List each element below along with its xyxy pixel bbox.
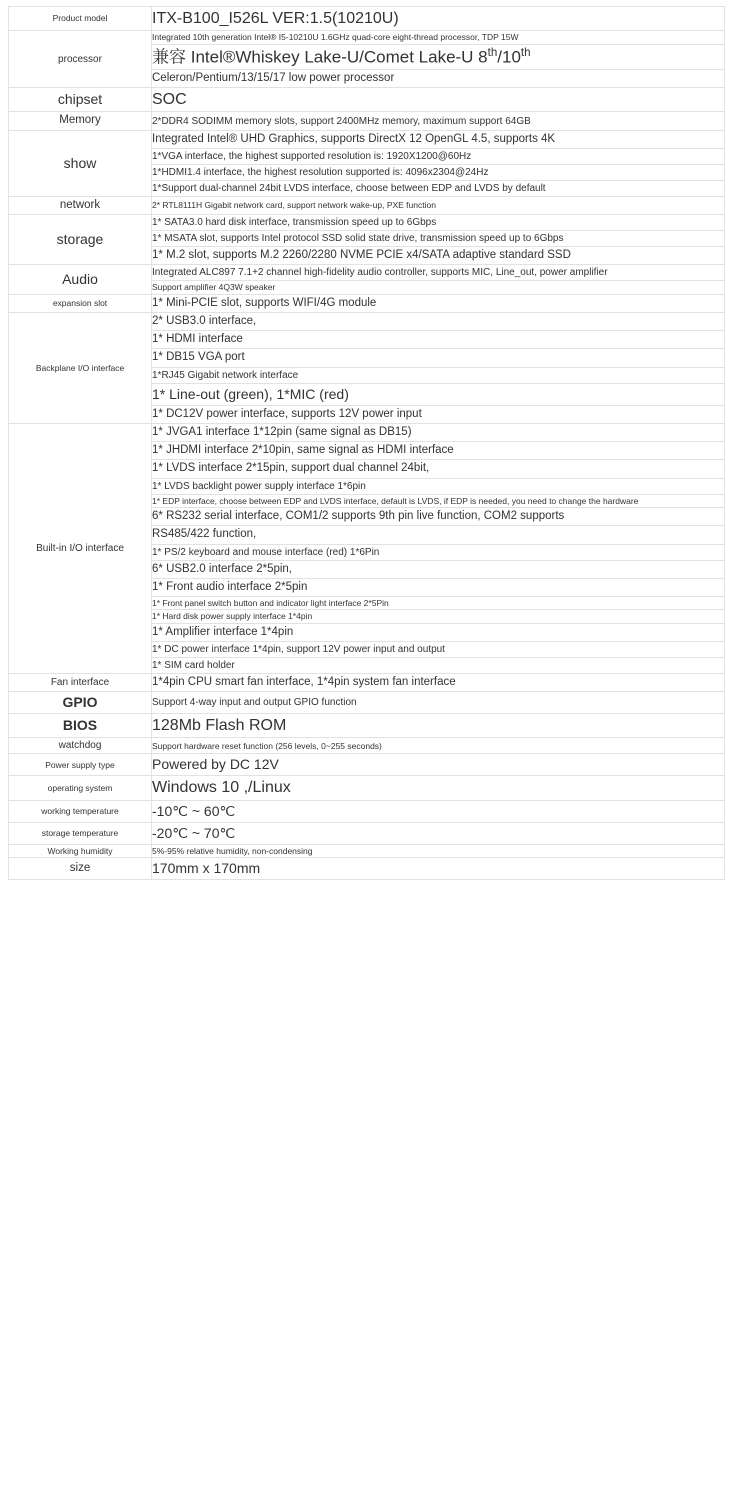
table-row bbox=[9, 822, 725, 844]
table-row bbox=[9, 88, 725, 112]
spec-value-text: 1* M.2 slot, supports M.2 2260/2280 NVME PCIE x4/SATA adaptive standard SSD bbox=[152, 249, 571, 262]
specification-table bbox=[8, 6, 725, 880]
spec-value-cell bbox=[152, 844, 725, 857]
spec-value-cell bbox=[152, 578, 725, 596]
spec-value-cell bbox=[152, 231, 725, 247]
spec-value-text: 1* Amplifier interface 1*4pin bbox=[152, 625, 294, 638]
spec-value-text: 1* PS/2 keyboard and mouse interface (red) 1*6Pin bbox=[152, 546, 380, 558]
spec-label-cell bbox=[9, 265, 152, 294]
table-row bbox=[9, 31, 725, 44]
spec-label-text: processor bbox=[58, 53, 102, 65]
spec-value-cell bbox=[152, 610, 725, 623]
spec-value-text: 6* RS232 serial interface, COM1/2 supports 9th pin live function, COM2 supports bbox=[152, 510, 565, 523]
table-row bbox=[9, 130, 725, 148]
spec-value-text: Integrated 10th generation Intel® I5-10210U 1.6GHz quad-core eight-thread processor, TDP 15W bbox=[152, 32, 519, 43]
spec-value-text: RS485/422 function, bbox=[152, 528, 257, 541]
spec-value-cell bbox=[152, 597, 725, 610]
spec-label-cell bbox=[9, 294, 152, 312]
spec-value-text: 1* DB15 VGA port bbox=[152, 351, 245, 364]
spec-label-text: watchdog bbox=[58, 740, 102, 752]
spec-label-text: Audio bbox=[62, 271, 98, 288]
spec-value-cell bbox=[152, 738, 725, 754]
spec-label-cell bbox=[9, 196, 152, 214]
spec-label-cell bbox=[9, 130, 152, 196]
spec-value-text: 1* Front audio interface 2*5pin bbox=[152, 580, 308, 593]
spec-label-cell bbox=[9, 776, 152, 800]
spec-value-text: 6* USB2.0 interface 2*5pin, bbox=[152, 562, 293, 575]
spec-label-text: network bbox=[59, 198, 101, 211]
spec-value-cell bbox=[152, 196, 725, 214]
spec-value-text: 1* LVDS interface 2*15pin, support dual channel 24bit, bbox=[152, 462, 430, 475]
spec-value-cell bbox=[152, 692, 725, 714]
spec-label-text: storage temperature bbox=[41, 827, 119, 838]
spec-value-cell bbox=[152, 526, 725, 544]
spec-value-cell bbox=[152, 281, 725, 294]
spec-value-text: Integrated Intel® UHD Graphics, supports DirectX 12 OpenGL 4.5, supports 4K bbox=[152, 132, 556, 145]
spec-label-text: size bbox=[69, 861, 91, 874]
spec-label-text: BIOS bbox=[62, 717, 98, 734]
spec-label-text: Working humidity bbox=[47, 845, 113, 856]
spec-value-cell bbox=[152, 44, 725, 69]
spec-label-text: Backplane I/O interface bbox=[35, 362, 125, 373]
spec-value-text: 1* LVDS backlight power supply interface 1*6pin bbox=[152, 480, 366, 492]
spec-label-cell bbox=[9, 312, 152, 423]
spec-label-cell bbox=[9, 215, 152, 265]
spec-value-text: ITX-B100_I526L VER:1.5(10210U) bbox=[152, 10, 399, 27]
spec-value-cell bbox=[152, 31, 725, 44]
spec-value-text: 170mm x 170mm bbox=[152, 859, 261, 876]
spec-value-text: 1* MSATA slot, supports Intel protocol SSD solid state drive, transmission speed up to 6Gbps bbox=[152, 233, 564, 245]
table-row bbox=[9, 857, 725, 879]
spec-value-cell bbox=[152, 130, 725, 148]
spec-label-cell bbox=[9, 112, 152, 130]
spec-value-text: 1* DC power interface 1*4pin, support 12V power input and output bbox=[152, 643, 445, 655]
spec-value-cell bbox=[152, 331, 725, 349]
spec-value-cell bbox=[152, 800, 725, 822]
table-row bbox=[9, 112, 725, 130]
spec-value-cell bbox=[152, 7, 725, 31]
spec-value-cell bbox=[152, 623, 725, 641]
table-row bbox=[9, 423, 725, 441]
table-row bbox=[9, 800, 725, 822]
spec-value-text: 1* Hard disk power supply interface 1*4pin bbox=[152, 611, 313, 622]
spec-label-text: Power supply type bbox=[45, 759, 115, 770]
spec-value-cell bbox=[152, 423, 725, 441]
spec-label-cell bbox=[9, 822, 152, 844]
spec-value-text: 1*Support dual-channel 24bit LVDS interface, choose between EDP and LVDS by default bbox=[152, 182, 546, 194]
spec-value-cell bbox=[152, 294, 725, 312]
spec-value-cell bbox=[152, 714, 725, 738]
spec-label-cell bbox=[9, 714, 152, 738]
spec-value-cell bbox=[152, 857, 725, 879]
spec-value-text: 1* Front panel switch button and indicator light interface 2*5Pin bbox=[152, 598, 389, 609]
spec-value-cell bbox=[152, 247, 725, 265]
spec-value-text: Support hardware reset function (256 levels, 0~255 seconds) bbox=[152, 740, 382, 751]
spec-value-cell bbox=[152, 442, 725, 460]
table-row bbox=[9, 673, 725, 691]
spec-value-cell bbox=[152, 69, 725, 87]
table-row bbox=[9, 265, 725, 281]
specification-table-body bbox=[9, 7, 725, 880]
spec-value-cell bbox=[152, 405, 725, 423]
spec-value-text: 1* JVGA1 interface 1*12pin (same signal as DB15) bbox=[152, 425, 412, 438]
table-row bbox=[9, 714, 725, 738]
spec-value-cell bbox=[152, 180, 725, 196]
table-row bbox=[9, 294, 725, 312]
spec-label-text: expansion slot bbox=[52, 298, 108, 309]
spec-value-text: -10℃ ~ 60℃ bbox=[152, 802, 236, 819]
spec-value-cell bbox=[152, 508, 725, 526]
spec-value-text: 5%-95% relative humidity, non-condensing bbox=[152, 845, 313, 856]
spec-label-text: working temperature bbox=[41, 805, 119, 816]
spec-label-cell bbox=[9, 692, 152, 714]
spec-value-cell bbox=[152, 112, 725, 130]
spec-value-text: SOC bbox=[152, 91, 187, 109]
spec-value-text: 1* EDP interface, choose between EDP and LVDS interface, default is LVDS, if EDP is needed, you need to change the hardware bbox=[152, 495, 639, 506]
spec-value-text: 1* HDMI interface bbox=[152, 333, 243, 346]
spec-label-text: Product model bbox=[52, 13, 108, 24]
spec-value-cell bbox=[152, 460, 725, 478]
spec-value-text: 128Mb Flash ROM bbox=[152, 717, 287, 735]
spec-value-text: Windows 10 ,/Linux bbox=[152, 779, 291, 797]
table-row bbox=[9, 215, 725, 231]
table-row bbox=[9, 754, 725, 776]
table-row bbox=[9, 692, 725, 714]
spec-label-cell bbox=[9, 754, 152, 776]
spec-label-text: Fan interface bbox=[50, 677, 110, 689]
spec-value-cell bbox=[152, 641, 725, 657]
spec-label-text: Memory bbox=[59, 114, 101, 127]
spec-value-cell bbox=[152, 776, 725, 800]
spec-value-text: 1* DC12V power interface, supports 12V power input bbox=[152, 407, 422, 420]
spec-label-cell bbox=[9, 857, 152, 879]
spec-label-cell bbox=[9, 88, 152, 112]
spec-label-text: storage bbox=[56, 231, 104, 248]
spec-value-cell bbox=[152, 544, 725, 560]
spec-label-cell bbox=[9, 738, 152, 754]
table-row bbox=[9, 7, 725, 31]
spec-value-cell bbox=[152, 265, 725, 281]
spec-label-cell bbox=[9, 800, 152, 822]
spec-value-text: 1*VGA interface, the highest supported resolution is: 1920X1200@60Hz bbox=[152, 150, 472, 162]
spec-value-cell bbox=[152, 164, 725, 180]
spec-value-text: 2* RTL8111H Gigabit network card, support network wake-up, PXE function bbox=[152, 200, 436, 211]
table-row bbox=[9, 776, 725, 800]
spec-label-text: Built-in I/O interface bbox=[36, 542, 124, 554]
spec-label-text: show bbox=[63, 154, 97, 171]
spec-label-text: GPIO bbox=[62, 694, 98, 711]
spec-value-cell bbox=[152, 754, 725, 776]
spec-value-cell bbox=[152, 312, 725, 330]
spec-label-cell bbox=[9, 673, 152, 691]
spec-label-cell bbox=[9, 844, 152, 857]
spec-value-text: Support amplifier 4Q3W speaker bbox=[152, 282, 276, 293]
spec-label-cell bbox=[9, 7, 152, 31]
table-row bbox=[9, 312, 725, 330]
spec-label-text: chipset bbox=[57, 91, 103, 108]
spec-value-text: 2*DDR4 SODIMM memory slots, support 2400MHz memory, maximum support 64GB bbox=[152, 115, 531, 127]
spec-value-cell bbox=[152, 367, 725, 383]
spec-label-text: operating system bbox=[47, 782, 113, 793]
spec-value-cell bbox=[152, 657, 725, 673]
spec-value-text: 1*RJ45 Gigabit network interface bbox=[152, 369, 299, 381]
spec-value-cell bbox=[152, 673, 725, 691]
spec-value-text: 兼容 Intel®Whiskey Lake-U/Comet Lake-U 8th/10th bbox=[152, 46, 531, 67]
spec-value-text: 1* JHDMI interface 2*10pin, same signal as HDMI interface bbox=[152, 444, 454, 457]
spec-value-cell bbox=[152, 494, 725, 507]
spec-value-cell bbox=[152, 478, 725, 494]
spec-value-text: Integrated ALC897 7.1+2 channel high-fidelity audio controller, supports MIC, Line_out, power amplifier bbox=[152, 267, 608, 279]
spec-value-text: 1* Line-out (green), 1*MIC (red) bbox=[152, 385, 349, 402]
spec-value-text: -20℃ ~ 70℃ bbox=[152, 824, 236, 841]
spec-value-text: 1*4pin CPU smart fan interface, 1*4pin system fan interface bbox=[152, 675, 456, 688]
spec-value-cell bbox=[152, 560, 725, 578]
spec-value-text: Support 4-way input and output GPIO function bbox=[152, 697, 357, 709]
spec-value-text: 1* Mini-PCIE slot, supports WIFI/4G module bbox=[152, 296, 377, 309]
spec-value-text: 1* SATA3.0 hard disk interface, transmission speed up to 6Gbps bbox=[152, 217, 437, 229]
spec-label-cell bbox=[9, 423, 152, 673]
spec-value-text: 1* SIM card holder bbox=[152, 659, 235, 671]
spec-label-cell bbox=[9, 31, 152, 88]
spec-value-cell bbox=[152, 88, 725, 112]
spec-value-cell bbox=[152, 215, 725, 231]
spec-value-text: Powered by DC 12V bbox=[152, 756, 279, 773]
table-row bbox=[9, 738, 725, 754]
spec-value-cell bbox=[152, 349, 725, 367]
spec-value-cell bbox=[152, 148, 725, 164]
table-row bbox=[9, 844, 725, 857]
table-row bbox=[9, 196, 725, 214]
spec-value-cell bbox=[152, 383, 725, 405]
spec-value-text: Celeron/Pentium/13/15/17 low power processor bbox=[152, 71, 395, 84]
spec-value-cell bbox=[152, 822, 725, 844]
spec-value-text: 1*HDMI1.4 interface, the highest resolution supported is: 4096x2304@24Hz bbox=[152, 166, 489, 178]
spec-value-text: 2* USB3.0 interface, bbox=[152, 314, 257, 327]
